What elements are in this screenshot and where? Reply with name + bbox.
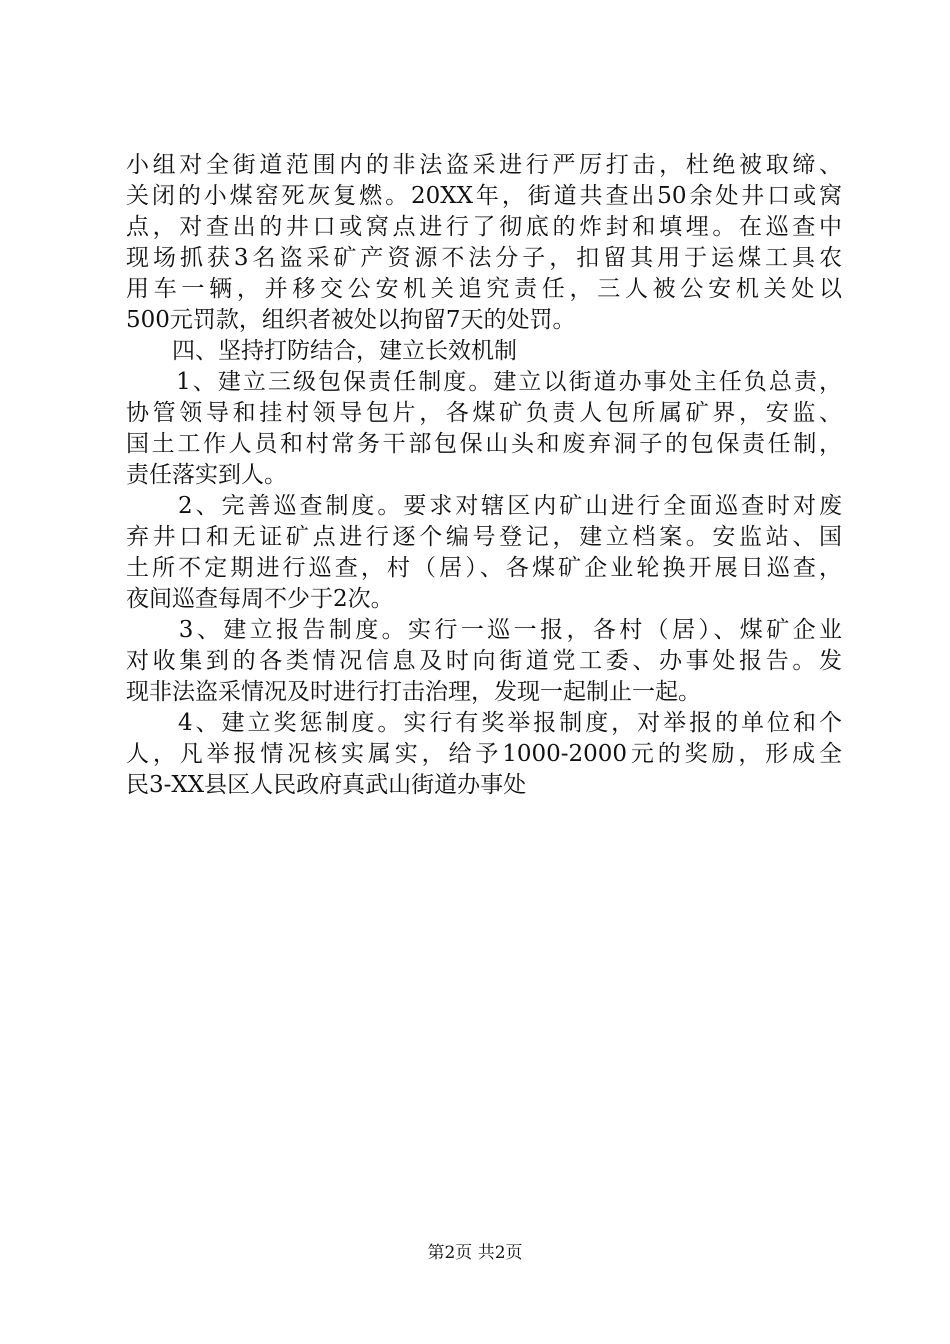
text-line: 点，对查出的井口或窝点进行了彻底的炸封和填埋。在巡查中 — [126, 214, 842, 240]
text-line: 对收集到的各类情况信息及时向街道党工委、办事处报告。发 — [126, 648, 842, 674]
text-line: 4、建立奖惩制度。实行有奖举报制度，对举报的单位和个 — [126, 710, 842, 736]
text-line: 现场抓获3名盗采矿产资源不法分子，扣留其用于运煤工具农 — [126, 245, 842, 271]
text-line: 责任落实到人。 — [126, 462, 287, 488]
text-line: 1、建立三级包保责任制度。建立以街道办事处主任负总责， — [126, 369, 842, 395]
text-line: 小组对全街道范围内的非法盗采进行严厉打击，杜绝被取缔、 — [126, 152, 842, 178]
text-line: 土所不定期进行巡查，村（居）、各煤矿企业轮换开展日巡查， — [126, 555, 842, 581]
text-line: 3、建立报告制度。实行一巡一报，各村（居）、煤矿企业 — [126, 617, 842, 643]
page-number-footer: 第2页 共2页 — [427, 1243, 523, 1263]
text-line: 关闭的小煤窑死灰复燃。20XX年，街道共查出50余处井口或窝 — [126, 183, 842, 209]
text-line: 民3-XX县区人民政府真武山街道办事处 — [126, 772, 527, 798]
text-line: 弃井口和无证矿点进行逐个编号登记，建立档案。安监站、国 — [126, 524, 842, 550]
text-line: 协管领导和挂村领导包片，各煤矿负责人包所属矿界，安监、 — [126, 400, 842, 426]
text-line: 2、完善巡查制度。要求对辖区内矿山进行全面巡查时对废 — [126, 493, 842, 519]
text-line: 人，凡举报情况核实属实，给予1000-2000元的奖励，形成全 — [126, 741, 842, 767]
text-line: 夜间巡查每周不少于2次。 — [126, 586, 394, 612]
text-line: 500元罚款，组织者被处以拘留7天的处罚。 — [126, 307, 576, 333]
document-body — [126, 150, 842, 801]
text-line: 国土工作人员和村常务干部包保山头和废弃洞子的包保责任制， — [126, 431, 842, 457]
text-line: 用车一辆，并移交公安机关追究责任，三人被公安机关处以 — [126, 276, 842, 302]
text-line: 现非法盗采情况及时进行打击治理，发现一起制止一起。 — [126, 679, 701, 705]
section-heading: 四、坚持打防结合，建立长效机制 — [126, 338, 517, 364]
